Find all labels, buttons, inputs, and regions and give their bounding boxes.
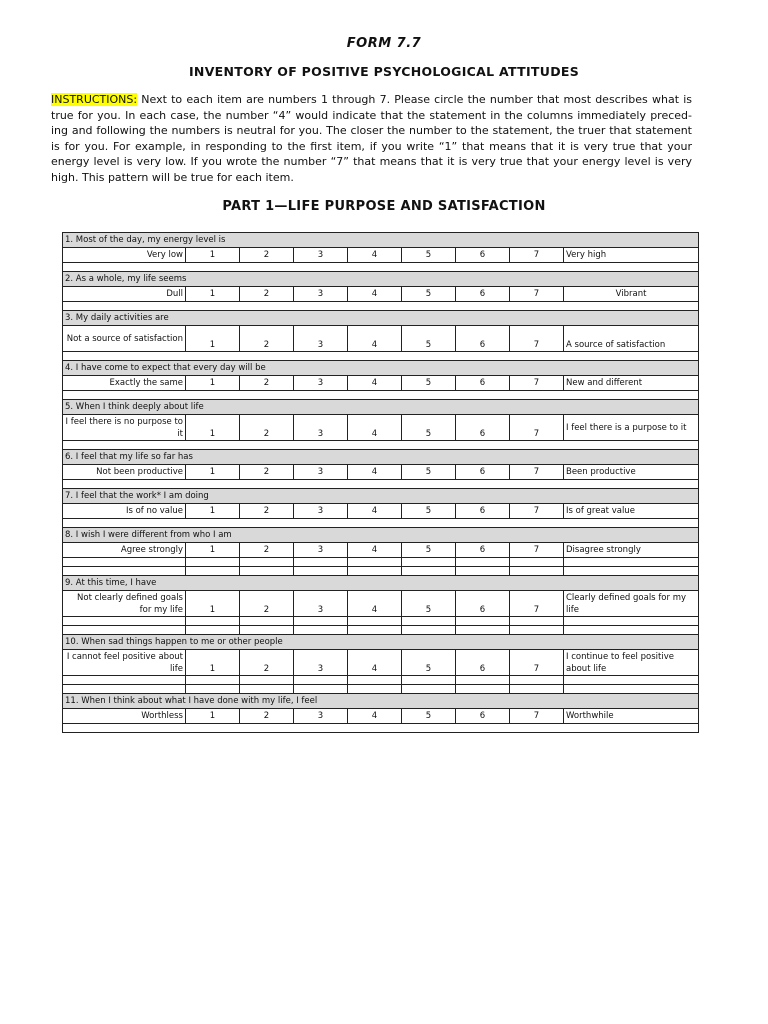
spacer-row [63, 558, 699, 567]
scale-option-2[interactable]: 2 [240, 415, 294, 441]
left-anchor-label: Worthless [63, 709, 186, 724]
scale-option-7[interactable]: 7 [510, 650, 564, 676]
instructions [51, 92, 692, 186]
scale-option-6[interactable]: 6 [456, 415, 510, 441]
question-row [63, 694, 699, 709]
scale-option-5[interactable]: 5 [402, 248, 456, 263]
scale-option-3[interactable]: 3 [294, 465, 348, 480]
right-anchor-label: Very high [564, 248, 699, 263]
scale-option-3[interactable]: 3 [294, 591, 348, 617]
question-row [63, 361, 699, 376]
question-row [63, 450, 699, 465]
scale-option-1[interactable]: 1 [186, 543, 240, 558]
scale-option-4[interactable]: 4 [348, 376, 402, 391]
right-anchor-label: Disagree strongly [564, 543, 699, 558]
scale-option-3[interactable]: 3 [294, 504, 348, 519]
left-anchor-label: Not been productive [63, 465, 186, 480]
scale-option-2[interactable]: 2 [240, 591, 294, 617]
question-text: 6. I feel that my life so far has [63, 450, 699, 465]
scale-option-1[interactable]: 1 [186, 591, 240, 617]
scale-option-3[interactable]: 3 [294, 248, 348, 263]
scale-option-1[interactable]: 1 [186, 326, 240, 352]
right-anchor-label: New and different [564, 376, 699, 391]
question-row [63, 311, 699, 326]
spacer-row [63, 724, 699, 733]
scale-option-1[interactable]: 1 [186, 287, 240, 302]
spacer-row [63, 391, 699, 400]
question-text: 2. As a whole, my life seems [63, 272, 699, 287]
scale-option-4[interactable]: 4 [348, 650, 402, 676]
scale-option-6[interactable]: 6 [456, 650, 510, 676]
scale-option-7[interactable]: 7 [510, 376, 564, 391]
scale-option-6[interactable]: 6 [456, 591, 510, 617]
left-anchor-label: Dull [63, 287, 186, 302]
scale-option-2[interactable]: 2 [240, 248, 294, 263]
response-row [63, 650, 699, 676]
right-anchor-label: I continue to feel positive about life [564, 650, 699, 676]
scale-option-6[interactable]: 6 [456, 465, 510, 480]
scale-option-7[interactable]: 7 [510, 465, 564, 480]
left-anchor-label: I cannot feel positive about life [63, 650, 186, 676]
scale-option-5[interactable]: 5 [402, 591, 456, 617]
form-number: FORM 7.7 [346, 36, 422, 51]
scale-option-7[interactable]: 7 [510, 591, 564, 617]
question-text: 9. At this time, I have [63, 576, 699, 591]
scale-option-5[interactable]: 5 [402, 415, 456, 441]
scale-option-3[interactable]: 3 [294, 709, 348, 724]
response-row [63, 376, 699, 391]
scale-option-5[interactable]: 5 [402, 650, 456, 676]
scale-option-6[interactable]: 6 [456, 543, 510, 558]
response-row [63, 287, 699, 302]
scale-option-4[interactable]: 4 [348, 465, 402, 480]
scale-option-6[interactable]: 6 [456, 287, 510, 302]
left-anchor-label: I feel there is no purpose to it [63, 415, 186, 441]
spacer-row [63, 676, 699, 685]
spacer-row [63, 567, 699, 576]
scale-option-2[interactable]: 2 [240, 504, 294, 519]
left-anchor-label: Not a source of satisfaction [63, 326, 186, 352]
response-row [63, 709, 699, 724]
scale-option-1[interactable]: 1 [186, 465, 240, 480]
question-text: 7. I feel that the work* I am doing [63, 489, 699, 504]
left-anchor-label: Not clearly defined goals for my life [63, 591, 186, 617]
scale-option-4[interactable]: 4 [348, 326, 402, 352]
scale-option-4[interactable]: 4 [348, 709, 402, 724]
question-row [63, 576, 699, 591]
part-title: PART 1—LIFE PURPOSE AND SATISFACTION [222, 199, 546, 214]
scale-option-7[interactable]: 7 [510, 287, 564, 302]
question-row [63, 233, 699, 248]
scale-option-5[interactable]: 5 [402, 326, 456, 352]
scale-option-2[interactable]: 2 [240, 326, 294, 352]
scale-option-6[interactable]: 6 [456, 709, 510, 724]
survey-table [62, 232, 699, 733]
scale-option-6[interactable]: 6 [456, 326, 510, 352]
scale-option-7[interactable]: 7 [510, 709, 564, 724]
scale-option-5[interactable]: 5 [402, 543, 456, 558]
spacer-row [63, 626, 699, 635]
scale-option-6[interactable]: 6 [456, 376, 510, 391]
response-row [63, 326, 699, 352]
question-row [63, 528, 699, 543]
scale-option-7[interactable]: 7 [510, 504, 564, 519]
scale-option-3[interactable]: 3 [294, 650, 348, 676]
scale-option-4[interactable]: 4 [348, 248, 402, 263]
left-anchor-label: Agree strongly [63, 543, 186, 558]
spacer-row [63, 480, 699, 489]
instructions-text: Next to each item are numbers 1 through 7. Please circle the number that most describes what is true for you. In each case, the number “4” would indicate that the statement in the columns immediately preced- ing and following the numbers is neutral for you. The closer the number to the statement, the truer that statement is for you. For example, in responding to the first item, if you write “1” that means that it is very true that your energy level is very low. If you wrote the number “7” that means that it is very true that your energy level is very high. This pattern will be true for each item. [51, 93, 692, 184]
response-row [63, 465, 699, 480]
question-text: 5. When I think deeply about life [63, 400, 699, 415]
scale-option-2[interactable]: 2 [240, 709, 294, 724]
scale-option-7[interactable]: 7 [510, 415, 564, 441]
scale-option-2[interactable]: 2 [240, 543, 294, 558]
response-row [63, 543, 699, 558]
scale-option-2[interactable]: 2 [240, 650, 294, 676]
scale-option-7[interactable]: 7 [510, 326, 564, 352]
response-row [63, 504, 699, 519]
question-text: 11. When I think about what I have done with my life, I feel [63, 694, 699, 709]
scale-option-4[interactable]: 4 [348, 415, 402, 441]
spacer-row [63, 263, 699, 272]
question-row [63, 400, 699, 415]
right-anchor-label: I feel there is a purpose to it [564, 415, 699, 441]
response-row [63, 415, 699, 441]
scale-option-3[interactable]: 3 [294, 376, 348, 391]
scale-option-4[interactable]: 4 [348, 287, 402, 302]
spacer-row [63, 302, 699, 311]
left-anchor-label: Exactly the same [63, 376, 186, 391]
scale-option-2[interactable]: 2 [240, 465, 294, 480]
question-row [63, 489, 699, 504]
scale-option-5[interactable]: 5 [402, 287, 456, 302]
scale-option-5[interactable]: 5 [402, 504, 456, 519]
right-anchor-label: A source of satisfaction [564, 326, 699, 352]
scale-option-3[interactable]: 3 [294, 287, 348, 302]
scale-option-7[interactable]: 7 [510, 248, 564, 263]
instructions-label: INSTRUCTIONS: [51, 93, 138, 106]
scale-option-1[interactable]: 1 [186, 248, 240, 263]
scale-option-1[interactable]: 1 [186, 650, 240, 676]
right-anchor-label: Worthwhile [564, 709, 699, 724]
scale-option-1[interactable]: 1 [186, 415, 240, 441]
spacer-row [63, 617, 699, 626]
scale-option-1[interactable]: 1 [186, 709, 240, 724]
scale-option-5[interactable]: 5 [402, 709, 456, 724]
scale-option-2[interactable]: 2 [240, 287, 294, 302]
scale-option-4[interactable]: 4 [348, 504, 402, 519]
question-text: 3. My daily activities are [63, 311, 699, 326]
response-row [63, 591, 699, 617]
form-title: INVENTORY OF POSITIVE PSYCHOLOGICAL ATTITUDES [188, 64, 580, 79]
right-anchor-label: Clearly defined goals for my life [564, 591, 699, 617]
scale-option-5[interactable]: 5 [402, 376, 456, 391]
question-row [63, 635, 699, 650]
scale-option-2[interactable]: 2 [240, 376, 294, 391]
spacer-row [63, 519, 699, 528]
question-text: 10. When sad things happen to me or other people [63, 635, 699, 650]
scale-option-7[interactable]: 7 [510, 543, 564, 558]
left-anchor-label: Is of no value [63, 504, 186, 519]
response-row [63, 248, 699, 263]
spacer-row [63, 441, 699, 450]
scale-option-6[interactable]: 6 [456, 248, 510, 263]
question-text: 1. Most of the day, my energy level is [63, 233, 699, 248]
scale-option-1[interactable]: 1 [186, 504, 240, 519]
scale-option-1[interactable]: 1 [186, 376, 240, 391]
scale-option-3[interactable]: 3 [294, 543, 348, 558]
left-anchor-label: Very low [63, 248, 186, 263]
scale-option-4[interactable]: 4 [348, 543, 402, 558]
question-row [63, 272, 699, 287]
scale-option-3[interactable]: 3 [294, 415, 348, 441]
question-text: 4. I have come to expect that every day will be [63, 361, 699, 376]
spacer-row [63, 352, 699, 361]
right-anchor-label: Been productive [564, 465, 699, 480]
right-anchor-label: Vibrant [564, 287, 699, 302]
question-text: 8. I wish I were different from who I am [63, 528, 699, 543]
scale-option-6[interactable]: 6 [456, 504, 510, 519]
scale-option-5[interactable]: 5 [402, 465, 456, 480]
scale-option-3[interactable]: 3 [294, 326, 348, 352]
spacer-row [63, 685, 699, 694]
scale-option-4[interactable]: 4 [348, 591, 402, 617]
right-anchor-label: Is of great value [564, 504, 699, 519]
